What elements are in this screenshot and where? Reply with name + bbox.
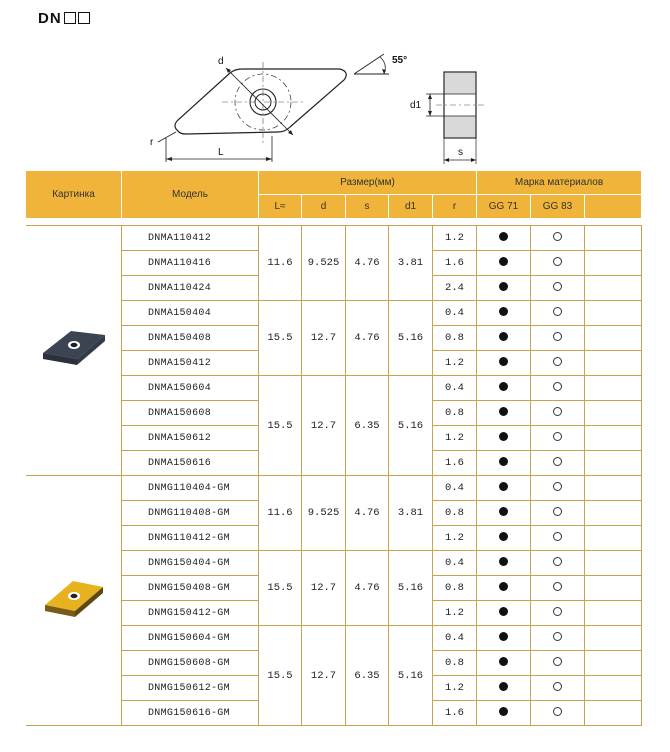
gg83-cell (531, 351, 585, 376)
gg83-cell (531, 326, 585, 351)
gg71-cell (477, 326, 531, 351)
model-cell: DNMG110412-GM (122, 526, 259, 551)
gg71-cell (477, 701, 531, 726)
header-r: r (433, 195, 477, 219)
gg71-cell (477, 476, 531, 501)
model-cell: DNMG150612-GM (122, 676, 259, 701)
header-d: d (302, 195, 346, 219)
gg83-cell (531, 426, 585, 451)
filled-circle-icon (499, 282, 508, 291)
filled-circle-icon (499, 507, 508, 516)
model-cell: DNMG150608-GM (122, 651, 259, 676)
model-cell: DNMA150404 (122, 301, 259, 326)
blank-cell (585, 601, 642, 626)
dim-L-cell: 15.5 (259, 376, 302, 476)
dim-s-cell: 6.35 (346, 376, 389, 476)
gg71-cell (477, 676, 531, 701)
model-cell: DNMA110416 (122, 251, 259, 276)
gg71-cell (477, 601, 531, 626)
blank-cell (585, 301, 642, 326)
insert-drawing (0, 40, 670, 170)
dim-s-cell: 4.76 (346, 226, 389, 301)
radius-cell: 0.4 (433, 551, 477, 576)
model-cell: DNMA150616 (122, 451, 259, 476)
dim-d-cell: 9.525 (302, 476, 346, 551)
open-circle-icon (553, 707, 562, 716)
model-cell: DNMA150608 (122, 401, 259, 426)
header-size: Размер(мм) (259, 171, 477, 195)
filled-circle-icon (499, 457, 508, 466)
header-model: Модель (122, 171, 259, 219)
model-cell: DNMG150408-GM (122, 576, 259, 601)
blank-cell (585, 326, 642, 351)
filled-circle-icon (499, 307, 508, 316)
blank-cell (585, 351, 642, 376)
filled-circle-icon (499, 532, 508, 541)
radius-cell: 1.2 (433, 601, 477, 626)
filled-circle-icon (499, 357, 508, 366)
dim-d1-cell: 5.16 (389, 376, 433, 476)
filled-circle-icon (499, 382, 508, 391)
filled-circle-icon (499, 232, 508, 241)
dim-s-cell: 4.76 (346, 476, 389, 551)
model-cell: DNMA150408 (122, 326, 259, 351)
model-cell: DNMG150604-GM (122, 626, 259, 651)
header-blank (585, 195, 642, 219)
filled-circle-icon (499, 582, 508, 591)
radius-cell: 1.6 (433, 251, 477, 276)
header-s: s (346, 195, 389, 219)
filled-circle-icon (499, 682, 508, 691)
open-circle-icon (553, 257, 562, 266)
model-cell: DNMG150412-GM (122, 601, 259, 626)
filled-circle-icon (499, 707, 508, 716)
open-circle-icon (553, 407, 562, 416)
open-circle-icon (553, 432, 562, 441)
radius-cell: 1.6 (433, 451, 477, 476)
gg71-cell (477, 226, 531, 251)
dim-L-cell: 11.6 (259, 226, 302, 301)
gg71-cell (477, 451, 531, 476)
gg83-cell (531, 701, 585, 726)
open-circle-icon (553, 232, 562, 241)
gg71-cell (477, 301, 531, 326)
table-row (26, 226, 642, 251)
model-cell: DNMA150612 (122, 426, 259, 451)
radius-cell: 0.4 (433, 376, 477, 401)
dim-d1-cell: 5.16 (389, 626, 433, 726)
open-circle-icon (553, 307, 562, 316)
gg71-cell (477, 551, 531, 576)
gg83-cell (531, 501, 585, 526)
blank-cell (585, 226, 642, 251)
radius-cell: 1.2 (433, 226, 477, 251)
open-circle-icon (553, 532, 562, 541)
dim-d1-cell: 5.16 (389, 301, 433, 376)
label-L: L (218, 147, 224, 158)
blank-cell (585, 476, 642, 501)
model-cell: DNMA150604 (122, 376, 259, 401)
header-L: L≈ (259, 195, 302, 219)
gg83-cell (531, 551, 585, 576)
gg83-cell (531, 251, 585, 276)
dim-d1-cell: 3.81 (389, 476, 433, 551)
open-circle-icon (553, 682, 562, 691)
blank-cell (585, 576, 642, 601)
gg71-cell (477, 351, 531, 376)
open-circle-icon (553, 332, 562, 341)
placeholder-box-1 (64, 12, 76, 24)
gg83-cell (531, 276, 585, 301)
gg83-cell (531, 476, 585, 501)
gg71-cell (477, 276, 531, 301)
gg83-cell (531, 376, 585, 401)
open-circle-icon (553, 457, 562, 466)
radius-cell: 1.2 (433, 426, 477, 451)
model-cell: DNMG150404-GM (122, 551, 259, 576)
dim-d-cell: 9.525 (302, 226, 346, 301)
model-cell: DNMG110404-GM (122, 476, 259, 501)
gg83-cell (531, 301, 585, 326)
radius-cell: 2.4 (433, 276, 477, 301)
dim-L-cell: 11.6 (259, 476, 302, 551)
gg83-cell (531, 676, 585, 701)
dim-d-cell: 12.7 (302, 376, 346, 476)
dim-d1-cell: 5.16 (389, 551, 433, 626)
gg71-cell (477, 501, 531, 526)
label-d: d (218, 56, 224, 67)
dim-s-cell: 4.76 (346, 301, 389, 376)
open-circle-icon (553, 557, 562, 566)
gg83-cell (531, 226, 585, 251)
dim-L-cell: 15.5 (259, 551, 302, 626)
dim-s-cell: 6.35 (346, 626, 389, 726)
model-cell: DNMA110424 (122, 276, 259, 301)
header-material: Марка материалов (477, 171, 642, 195)
page-title: DN (38, 10, 90, 27)
dnmg-insert-image (26, 476, 122, 726)
table-row (26, 476, 642, 501)
blank-cell (585, 676, 642, 701)
header-gg83: GG 83 (531, 195, 585, 219)
gg71-cell (477, 576, 531, 601)
gg83-cell (531, 576, 585, 601)
filled-circle-icon (499, 432, 508, 441)
filled-circle-icon (499, 407, 508, 416)
radius-cell: 0.4 (433, 301, 477, 326)
radius-cell: 1.6 (433, 701, 477, 726)
radius-cell: 0.8 (433, 401, 477, 426)
dim-L-cell: 15.5 (259, 626, 302, 726)
blank-cell (585, 526, 642, 551)
filled-circle-icon (499, 607, 508, 616)
radius-cell: 1.2 (433, 526, 477, 551)
dim-d-cell: 12.7 (302, 626, 346, 726)
blank-cell (585, 626, 642, 651)
filled-circle-icon (499, 557, 508, 566)
filled-circle-icon (499, 632, 508, 641)
open-circle-icon (553, 282, 562, 291)
gg71-cell (477, 426, 531, 451)
dim-d-cell: 12.7 (302, 551, 346, 626)
radius-cell: 0.8 (433, 651, 477, 676)
radius-cell: 0.4 (433, 626, 477, 651)
gg83-cell (531, 451, 585, 476)
label-angle: 55° (392, 55, 408, 66)
gg83-cell (531, 526, 585, 551)
gg71-cell (477, 526, 531, 551)
header-picture: Картинка (26, 171, 122, 219)
insert-outline (175, 69, 346, 134)
blank-cell (585, 251, 642, 276)
model-cell: DNMA110412 (122, 226, 259, 251)
blank-cell (585, 651, 642, 676)
blank-cell (585, 426, 642, 451)
filled-circle-icon (499, 657, 508, 666)
open-circle-icon (553, 632, 562, 641)
dim-L-cell: 15.5 (259, 301, 302, 376)
filled-circle-icon (499, 482, 508, 491)
placeholder-box-2 (78, 12, 90, 24)
radius-cell: 0.8 (433, 576, 477, 601)
radius-cell: 0.8 (433, 501, 477, 526)
gg83-cell (531, 626, 585, 651)
blank-cell (585, 451, 642, 476)
dnma-insert-image (26, 226, 122, 476)
spec-table (25, 170, 642, 726)
radius-cell: 1.2 (433, 676, 477, 701)
blank-cell (585, 401, 642, 426)
gg83-cell (531, 601, 585, 626)
open-circle-icon (553, 657, 562, 666)
open-circle-icon (553, 482, 562, 491)
open-circle-icon (553, 357, 562, 366)
blank-cell (585, 276, 642, 301)
model-cell: DNMG110408-GM (122, 501, 259, 526)
gg71-cell (477, 376, 531, 401)
blank-cell (585, 501, 642, 526)
open-circle-icon (553, 582, 562, 591)
gg71-cell (477, 626, 531, 651)
filled-circle-icon (499, 257, 508, 266)
header-d1: d1 (389, 195, 433, 219)
label-s: s (458, 147, 463, 158)
blank-cell (585, 376, 642, 401)
open-circle-icon (553, 607, 562, 616)
gg83-cell (531, 651, 585, 676)
radius-cell: 0.4 (433, 476, 477, 501)
open-circle-icon (553, 382, 562, 391)
model-cell: DNMG150616-GM (122, 701, 259, 726)
blank-cell (585, 701, 642, 726)
model-cell: DNMA150412 (122, 351, 259, 376)
blank-cell (585, 551, 642, 576)
dim-d1-cell: 3.81 (389, 226, 433, 301)
radius-cell: 1.2 (433, 351, 477, 376)
header-gg71: GG 71 (477, 195, 531, 219)
dim-d-cell: 12.7 (302, 301, 346, 376)
radius-cell: 0.8 (433, 326, 477, 351)
label-d1: d1 (410, 100, 422, 111)
gg83-cell (531, 401, 585, 426)
open-circle-icon (553, 507, 562, 516)
dim-s-cell: 4.76 (346, 551, 389, 626)
label-r: r (150, 137, 154, 148)
filled-circle-icon (499, 332, 508, 341)
gg71-cell (477, 651, 531, 676)
gg71-cell (477, 401, 531, 426)
gg71-cell (477, 251, 531, 276)
